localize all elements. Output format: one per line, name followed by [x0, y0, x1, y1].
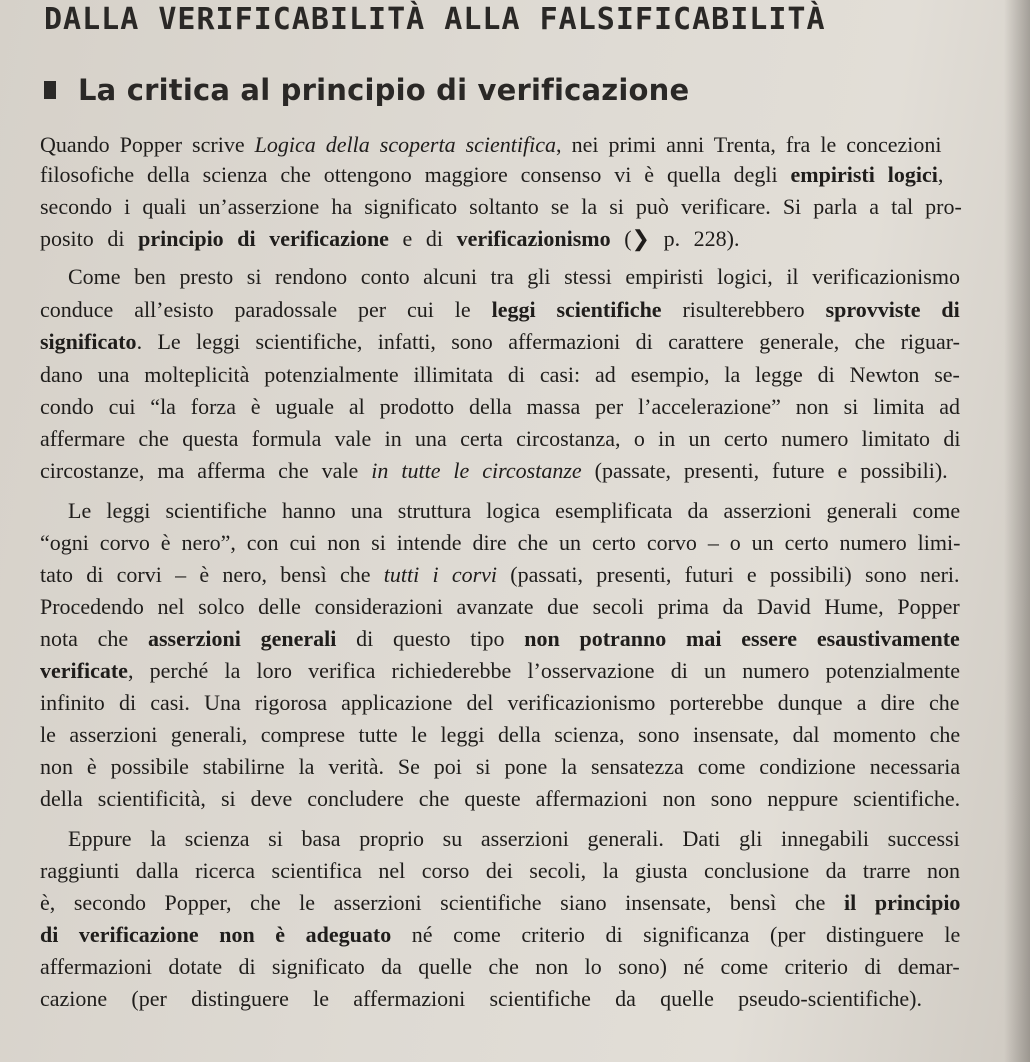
- text-run: Le leggi scientifiche hanno una struttura logica esemplificata da asserzioni generali come: [68, 498, 961, 523]
- bold-term: sprovviste di: [825, 297, 960, 322]
- italic-term: tutti i corvi: [383, 562, 498, 587]
- text-run: (❯ p. 228).: [610, 226, 740, 251]
- text-run: affermazioni dotate di significato da quelle che non lo sono) né come criterio di demar-: [40, 954, 960, 979]
- bold-term: verificate: [40, 658, 128, 683]
- text-run: (passate, presenti, future e possibili).: [581, 458, 948, 483]
- text-line: [40, 720, 960, 750]
- text-run: . Le leggi scientifiche, infatti, sono affermazioni di carattere generale, che riguar-: [136, 329, 960, 354]
- text-line: [40, 888, 960, 918]
- text-line: [40, 688, 960, 718]
- bold-term: di verificazione non è adeguato: [40, 922, 392, 947]
- text-run: posito di: [40, 226, 139, 251]
- text-run: condo cui “la forza è uguale al prodotto della massa per l’accelerazione” non si limita ad: [40, 394, 961, 419]
- text-line: [40, 784, 960, 814]
- text-run: di questo tipo: [336, 626, 525, 651]
- section-bullet-square-icon: [44, 81, 56, 99]
- text-line: [40, 952, 960, 982]
- text-line: [40, 130, 942, 160]
- text-line: [40, 160, 943, 190]
- text-run: Eppure la scienza si basa proprio su asserzioni generali. Dati gli innegabili successi: [68, 826, 960, 851]
- text-run: cazione (per distinguere le affermazioni scientifiche da quelle pseudo-scientifiche).: [40, 986, 922, 1011]
- text-run: (passati, presenti, futuri e possibili) sono neri.: [497, 562, 960, 587]
- text-line: [40, 624, 960, 654]
- bold-term: significato: [40, 329, 137, 354]
- text-run: è, secondo Popper, che le asserzioni scientifiche siano insensate, bensì che: [40, 890, 845, 915]
- text-line: [40, 856, 960, 886]
- text-run: Come ben presto si rendono conto alcuni tra gli stessi empiristi logici, il verificazionismo: [68, 264, 960, 289]
- text-run: dano una molteplicità potenzialmente illimitata di casi: ad esempio, la legge di Newton se-: [40, 362, 960, 387]
- text-line: [40, 592, 960, 622]
- text-run: “ogni corvo è nero”, con cui non si intende dire che un certo corvo – o un certo numero limi-: [40, 530, 961, 555]
- text-run: secondo i quali un’asserzione ha significato soltanto se la si può verificare. Si parla a tal pro-: [40, 194, 962, 219]
- text-line: [40, 920, 960, 950]
- text-line: [40, 656, 960, 686]
- bold-term: verificazionismo: [456, 226, 611, 251]
- section-heading: [44, 68, 689, 112]
- text-run: infinito di casi. Una rigorosa applicazione del verificazionismo porterebbe dunque a dire che: [40, 690, 960, 715]
- text-line: [40, 528, 960, 558]
- text-run: ,: [937, 162, 944, 187]
- chapter-header: DALLA VERIFICABILITÀ ALLA FALSIFICABILITÀ: [44, 2, 826, 37]
- text-run: risulterebbero: [661, 297, 826, 322]
- bold-term: asserzioni generali: [147, 626, 337, 651]
- italic-term: in tutte le circostanze: [371, 458, 582, 483]
- text-line: [40, 560, 960, 590]
- page-edge-shadow: [1004, 0, 1030, 1062]
- italic-term: Logica della scoperta scientifica: [254, 132, 557, 157]
- text-line: [40, 456, 948, 486]
- text-run: Quando Popper scrive: [40, 132, 255, 157]
- text-run: non è possibile stabilirne la verità. Se poi si pone la sensatezza come condizione necessaria: [40, 754, 961, 779]
- text-line: [40, 752, 960, 782]
- text-run: , perché la loro verifica richiederebbe l’osservazione di un numero potenzialmente: [127, 658, 961, 683]
- text-run: circostanze, ma afferma che vale: [40, 458, 372, 483]
- text-run: affermare che questa formula vale in una certa circostanza, o in un certo numero limitato di: [40, 426, 961, 451]
- text-run: Procedendo nel solco delle considerazioni avanzate due secoli prima da David Hume, Popper: [40, 594, 960, 619]
- bold-term: leggi scientifiche: [491, 297, 662, 322]
- text-run: nota che: [40, 626, 148, 651]
- text-line: [68, 824, 960, 854]
- text-line: [40, 424, 960, 454]
- text-run: tato di corvi – è nero, bensì che: [40, 562, 384, 587]
- text-line: [68, 262, 960, 292]
- text-run: conduce all’esisto paradossale per cui le: [40, 297, 492, 322]
- text-line: [40, 224, 740, 254]
- bold-term: principio di verificazione: [138, 226, 389, 251]
- text-line: [40, 392, 960, 422]
- text-line: [40, 192, 962, 222]
- bold-term: non potranno mai essere esaustivamente: [524, 626, 960, 651]
- text-line: [68, 496, 960, 526]
- text-line: [40, 360, 960, 390]
- text-run: della scientificità, si deve concludere che queste affermazioni non sono neppure scientifiche.: [40, 786, 961, 811]
- bold-term: il principio: [844, 890, 961, 915]
- section-title: La critica al principio di verificazione: [78, 73, 690, 107]
- text-line: [40, 327, 960, 357]
- text-run: né come criterio di significanza (per distinguere le: [391, 922, 961, 947]
- text-run: e di: [388, 226, 457, 251]
- text-run: , nei primi anni Trenta, fra le concezioni: [556, 132, 942, 157]
- text-line: [40, 295, 960, 325]
- text-run: le asserzioni generali, comprese tutte le leggi della scienza, sono insensate, dal momento che: [40, 722, 961, 747]
- text-line: [40, 984, 922, 1014]
- text-run: filosofiche della scienza che ottengono maggiore consenso vi è quella degli: [40, 162, 791, 187]
- text-run: raggiunti dalla ricerca scientifica nel corso dei secoli, la giusta conclusione da trarre non: [40, 858, 961, 883]
- bold-term: empiristi logici: [790, 162, 938, 187]
